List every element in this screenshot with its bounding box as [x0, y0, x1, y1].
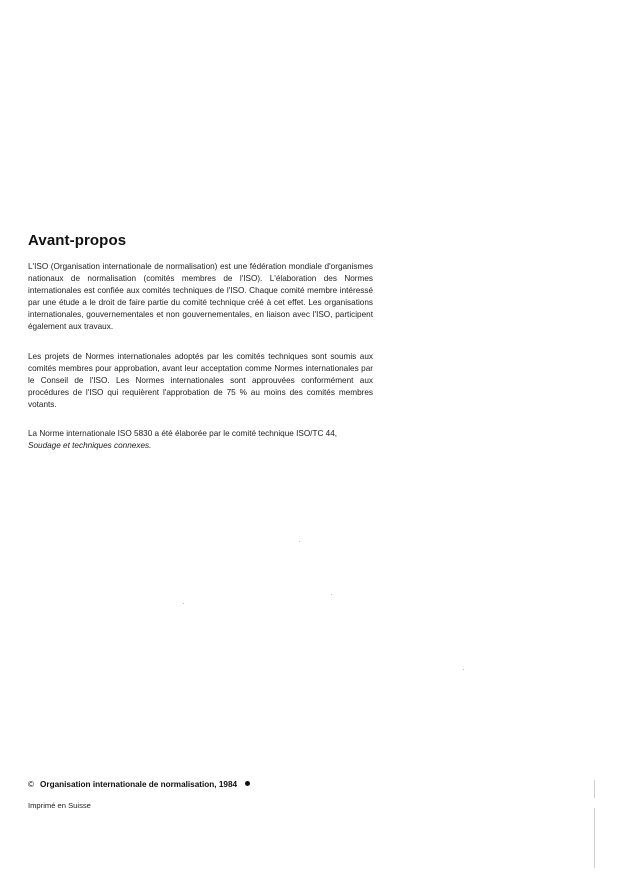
printed-in: Imprimé en Suisse	[28, 801, 91, 810]
copyright-line	[28, 780, 328, 789]
bullet-dot-icon	[245, 781, 250, 786]
scan-edge-mark	[594, 780, 595, 798]
foreword-section	[28, 232, 373, 452]
copyright-icon: ©	[28, 780, 35, 789]
paragraph-approval-process: Les projets de Normes internationales adoptés par les comités techniques sont soumis aux comités membres pour approbation, avant leur acceptation comme Normes internationales par le Conseil de l'ISO. Les Normes internationales sont approuvées conformément aux procédures de l'ISO qui requièrent l'approbation de 75 % au moins des comités membres votants.	[28, 351, 373, 409]
standard-origin-text: La Norme internationale ISO 5830 a été élaborée par le comité technique ISO/TC 44,	[28, 429, 338, 439]
scan-speck	[299, 541, 300, 542]
scan-edge-mark	[594, 808, 595, 868]
paragraph-standard-origin	[28, 428, 373, 452]
scan-speck	[463, 669, 464, 670]
copyright-text: Organisation internationale de normalisation, 1984	[40, 780, 238, 789]
scan-speck	[183, 603, 184, 604]
page-footer	[28, 780, 328, 810]
scan-speck	[331, 594, 332, 595]
section-title: Avant-propos	[28, 232, 127, 249]
committee-title: Soudage et techniques connexes.	[28, 441, 152, 451]
paragraph-iso-description: L'ISO (Organisation internationale de normalisation) est une fédération mondiale d'organismes nationaux de normalisation (comités membres de l'ISO). L'élaboration des Normes internationales est confiée aux comités techniques de l'ISO. Chaque comité membre intéressé par une étude a le droit de faire partie du comité technique créé à cet effet. Les organisations internationales, gouvernementales et non gouvernementales, en liaison avec l'ISO, participent également aux travaux.	[28, 262, 373, 332]
